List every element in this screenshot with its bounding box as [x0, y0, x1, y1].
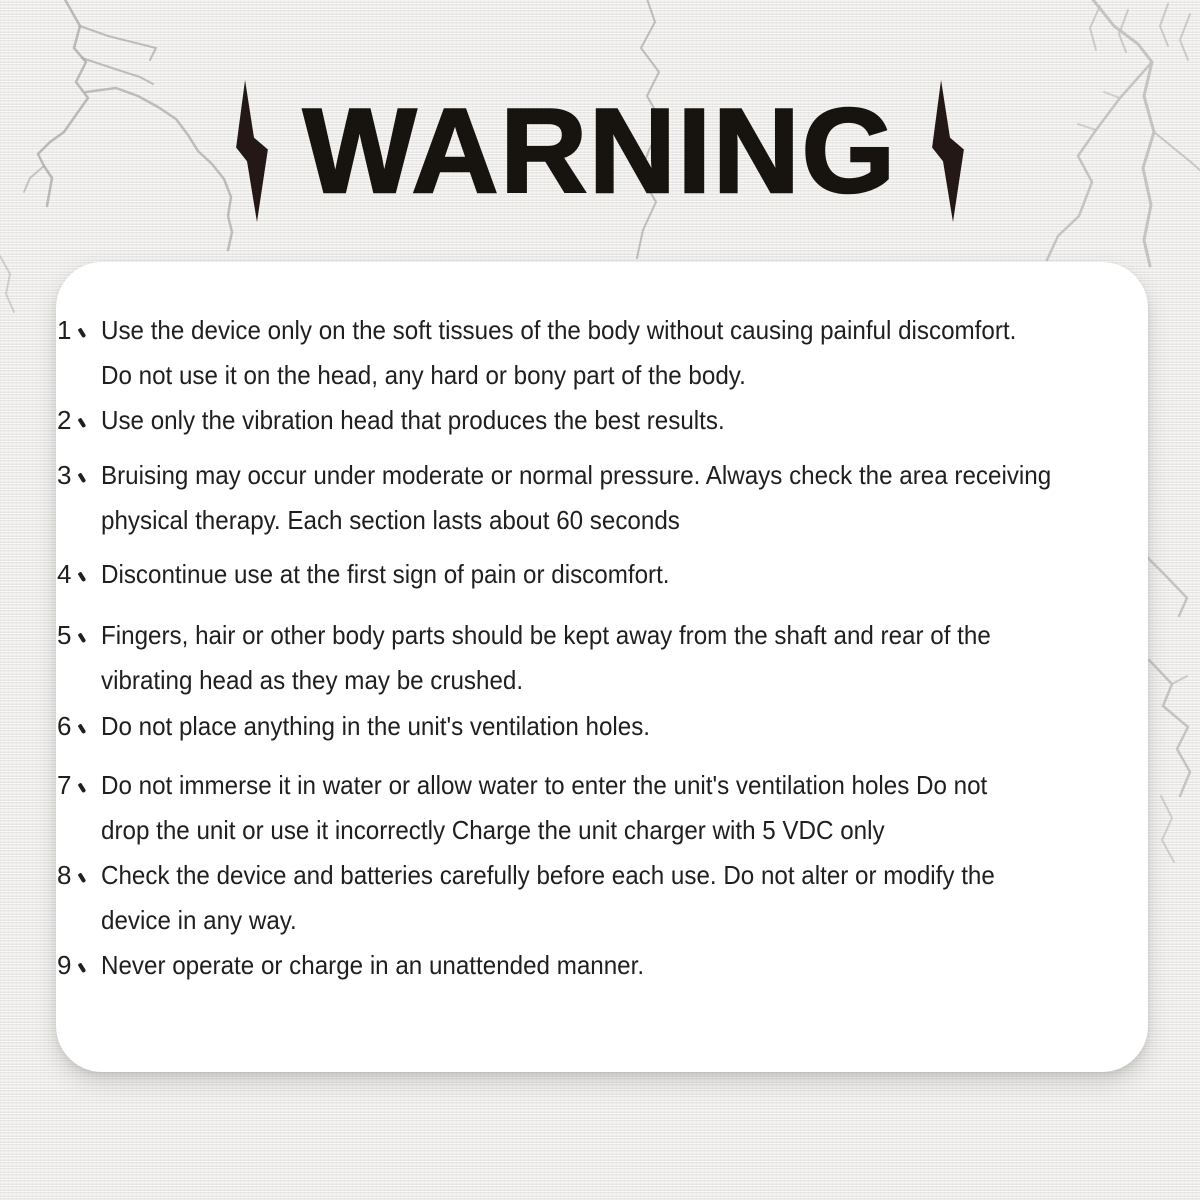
ideographic-comma-icon	[77, 873, 87, 884]
page-title: WARNING	[303, 84, 897, 218]
warning-item-text	[101, 552, 1075, 597]
ideographic-comma-icon	[77, 572, 87, 583]
warning-item-number	[56, 453, 101, 498]
warning-item-number	[56, 398, 101, 443]
warning-item	[56, 613, 1148, 703]
warning-item-digit: 3	[57, 460, 72, 490]
warning-item-text	[101, 853, 1075, 943]
warning-item-line: drop the unit or use it incorrectly Charge the unit charger with 5 VDC only	[101, 815, 885, 845]
warning-item-text	[101, 453, 1075, 543]
ideographic-comma-icon	[77, 724, 87, 735]
warning-item-number	[56, 552, 101, 597]
ideographic-comma-icon	[77, 328, 87, 339]
warning-item	[56, 763, 1148, 853]
warning-item-line: vibrating head as they may be crushed.	[101, 665, 524, 695]
ideographic-comma-icon	[77, 418, 87, 429]
warning-item-digit: 1	[57, 315, 72, 345]
warning-item-number	[56, 308, 101, 353]
warning-item-digit: 9	[57, 950, 72, 980]
warning-item-number	[56, 613, 101, 658]
warning-item-line: device in any way.	[101, 905, 297, 935]
warning-item-text	[101, 308, 1075, 398]
lightning-bolt-icon	[931, 80, 965, 222]
warning-item-line: Do not place anything in the unit's ventilation holes.	[101, 711, 651, 741]
warning-item	[56, 398, 1148, 443]
warning-item-digit: 4	[57, 559, 72, 589]
warning-item-text	[101, 763, 1075, 853]
warning-item-text	[101, 704, 1075, 749]
warning-item-number	[56, 704, 101, 749]
warning-item-number	[56, 943, 101, 988]
warning-item-text	[101, 943, 1075, 988]
lightning-bolt-icon	[235, 80, 269, 222]
ideographic-comma-icon	[77, 783, 87, 794]
warning-item	[56, 453, 1148, 543]
warning-item	[56, 704, 1148, 749]
warning-item-line: Fingers, hair or other body parts should be kept away from the shaft and rear of the	[101, 620, 991, 650]
warning-header	[0, 80, 1200, 222]
warning-item-digit: 8	[57, 860, 72, 890]
warning-item-line: Do not immerse it in water or allow water to enter the unit's ventilation holes Do not	[101, 770, 988, 800]
ideographic-comma-icon	[77, 963, 87, 974]
warning-list	[56, 308, 1148, 988]
warning-item	[56, 853, 1148, 943]
warning-item-line: Use the device only on the soft tissues of the body without causing painful discomfort.	[101, 315, 1017, 345]
warning-item	[56, 308, 1148, 398]
warning-item-number	[56, 763, 101, 808]
warning-item-digit: 5	[57, 620, 72, 650]
ideographic-comma-icon	[77, 473, 87, 484]
warning-item-line: Do not use it on the head, any hard or bony part of the body.	[101, 360, 746, 390]
warning-card	[56, 262, 1148, 1072]
warning-item	[56, 943, 1148, 988]
warning-item-line: Bruising may occur under moderate or normal pressure. Always check the area receiving	[101, 460, 1052, 490]
warning-item-line: Use only the vibration head that produces the best results.	[101, 405, 725, 435]
warning-item-line: Discontinue use at the first sign of pain or discomfort.	[101, 559, 670, 589]
warning-item-line: physical therapy. Each section lasts about 60 seconds	[101, 505, 680, 535]
warning-item-text	[101, 398, 1075, 443]
warning-item-line: Never operate or charge in an unattended manner.	[101, 950, 645, 980]
warning-item-digit: 7	[57, 770, 72, 800]
warning-item-number	[56, 853, 101, 898]
warning-item-text	[101, 613, 1075, 703]
warning-item	[56, 552, 1148, 597]
warning-item-digit: 2	[57, 405, 72, 435]
ideographic-comma-icon	[77, 633, 87, 644]
warning-item-line: Check the device and batteries carefully before each use. Do not alter or modify the	[101, 860, 995, 890]
warning-item-digit: 6	[57, 711, 72, 741]
